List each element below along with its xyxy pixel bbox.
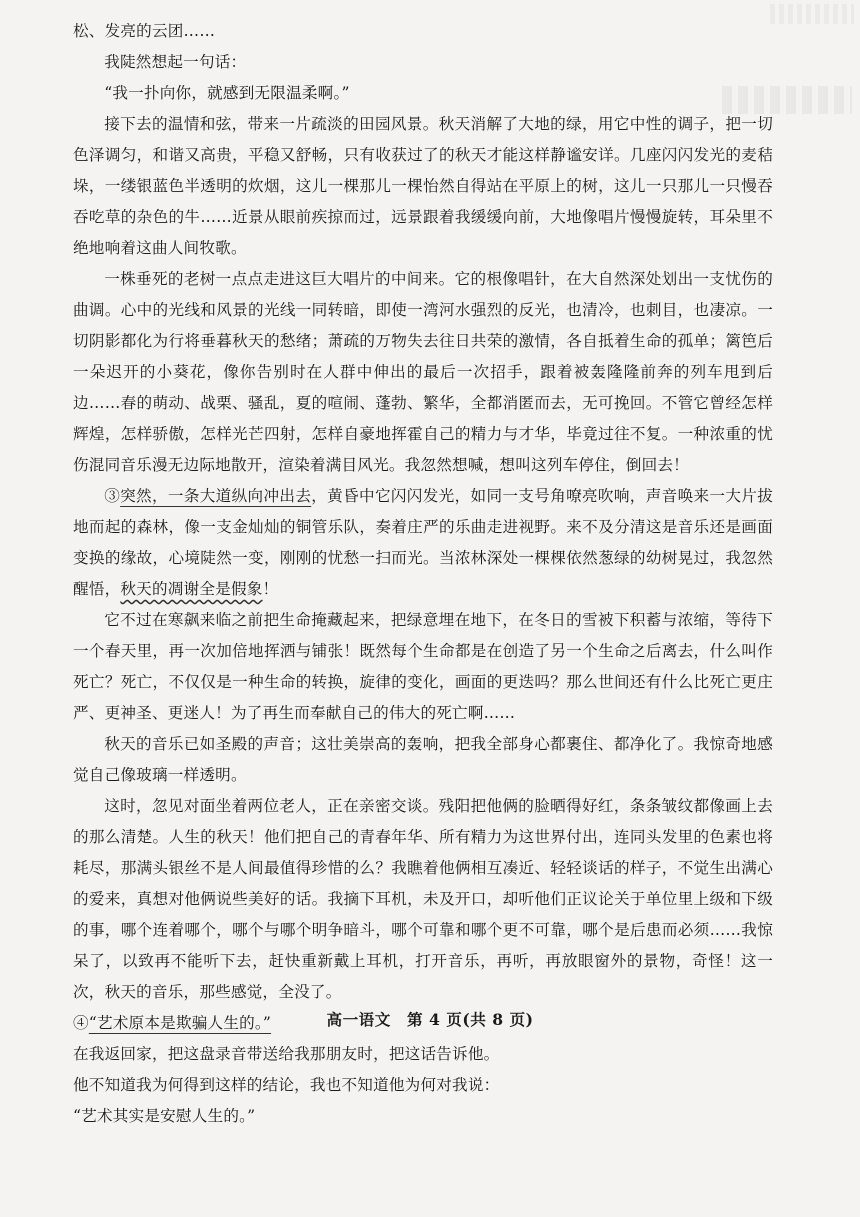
paragraph: 在我返回家，把这盘录音带送给我那朋友时，把这话告诉他。 [73,1045,500,1063]
underlined-sentence: “艺术原本是欺骗人生的。” [88,1014,272,1032]
text-span: ，黄昏中它闪闪发光，如同一支号角嘹亮吹响，声音唤来一大片拔地而起的森林，像一支金灿灿的铜管乐队，奏着庄严的乐曲走进视野。来不及分清这是音乐还是画面变换的缘故，心境陡然一变，刚刚的忧愁一扫而光。当浓林深处一棵棵依然葱绿的幼树晃过，我忽然醒悟， [73,487,773,598]
paragraph: 我陡然想起一句话： [104,53,247,71]
wavy-underlined-sentence: 秋天的凋谢全是假象 [120,580,263,598]
paragraph: 它不过在寒飙来临之前把生命掩藏起来，把绿意埋在地下，在冬日的雪被下积蓄与浓缩，等待下一个春天里，再一次加倍地挥洒与铺张！既然每个生命都是在创造了另一个生命之后离去，什么叫作死亡？死亡，不仅仅是一种生命的转换，旋律的变化，画面的更迭吗？那么世间还有什么比死亡更庄严、更神圣、更迷人！为了再生而奉献自己的伟大的死亡啊…… [73,611,773,722]
paragraph: 接下去的温情和弦，带来一片疏淡的田园风景。秋天消解了大地的绿，用它中性的调子，把一切色泽调匀，和谐又高贵，平稳又舒畅，只有收获过了的秋天才能这样静谧安详。几座闪闪发光的麦秸垛，一缕银蓝色半透明的炊烟，这儿一棵那儿一棵怡然自得站在平原上的树，这儿一只那儿一只慢吞吞吃草的杂色的牛……近景从眼前疾掠而过，远景跟着我缓缓向前，大地像唱片慢慢旋转，耳朵里不绝地响着这曲人间牧歌。 [73,115,773,257]
text-span: ③ [104,487,121,505]
paragraph: 他不知道我为何得到这样的结论，我也不知道他为何对我说： [73,1076,500,1094]
bleed-through-mark [770,4,854,24]
paragraph [73,481,773,605]
underlined-sentence: 突然，一条大道纵向冲出去 [120,487,312,505]
paragraph: 一株垂死的老树一点点走进这巨大唱片的中间来。它的根像唱针，在大自然深处划出一支忧伤的曲调。心中的光线和风景的光线一同转暗，即使一湾河水强烈的反光，也清冷，也刺目，也凄凉。一切阴影都化为行将垂暮秋天的愁绪；萧疏的万物失去往日共荣的激情，各自抵着生命的孤单；篱笆后一朵迟开的小葵花，像你告别时在人群中伸出的最后一次招手，跟着被轰隆隆前奔的列车甩到后边……春的萌动、战栗、骚乱，夏的喧闹、蓬勃、繁华，全都消匿而去，无可挽回。不管它曾经怎样辉煌，怎样骄傲，怎样光芒四射，怎样自豪地挥霍自己的精力与才华，毕竟过往不复。一种浓重的忧伤混同音乐漫无边际地散开，渲染着满目风光。我忽然想喊，想叫这列车停住，倒回去！ [73,270,773,474]
text-span: ④ [73,1014,89,1032]
text-span: ！ [262,580,279,598]
page-footer: 高一语文 第 4 页(共 8 页) [326,1010,534,1029]
article-body [73,16,773,1132]
paragraph: “艺术其实是安慰人生的。” [73,1107,256,1125]
paragraph: 松、发亮的云团…… [73,22,216,40]
paragraph: “我一扑向你，就感到无限温柔啊。” [104,84,350,102]
paragraph: 秋天的音乐已如圣殿的声音；这壮美崇高的轰响，把我全部身心都裹住、都净化了。我惊奇地感觉自己像玻璃一样透明。 [73,735,773,784]
paragraph: 这时，忽见对面坐着两位老人，正在亲密交谈。残阳把他俩的脸晒得好红，条条皱纹都像画上去的那么清楚。人生的秋天！他们把自己的青春年华、所有精力为这世界付出，连同头发里的色素也将耗尽，那满头银丝不是人间最值得珍惜的么？我瞧着他俩相互凑近、轻轻谈话的样子，不觉生出满心的爱来，真想对他俩说些美好的话。我摘下耳机，未及开口，却听他们正议论关于单位里上级和下级的事，哪个连着哪个，哪个与哪个明争暗斗，哪个可靠和哪个更不可靠，哪个是后患而必须……我惊呆了，以致再不能听下去，赶快重新戴上耳机，打开音乐，再听，再放眼窗外的景物，奇怪！这一次，秋天的音乐，那些感觉，全没了。 [73,797,773,1001]
